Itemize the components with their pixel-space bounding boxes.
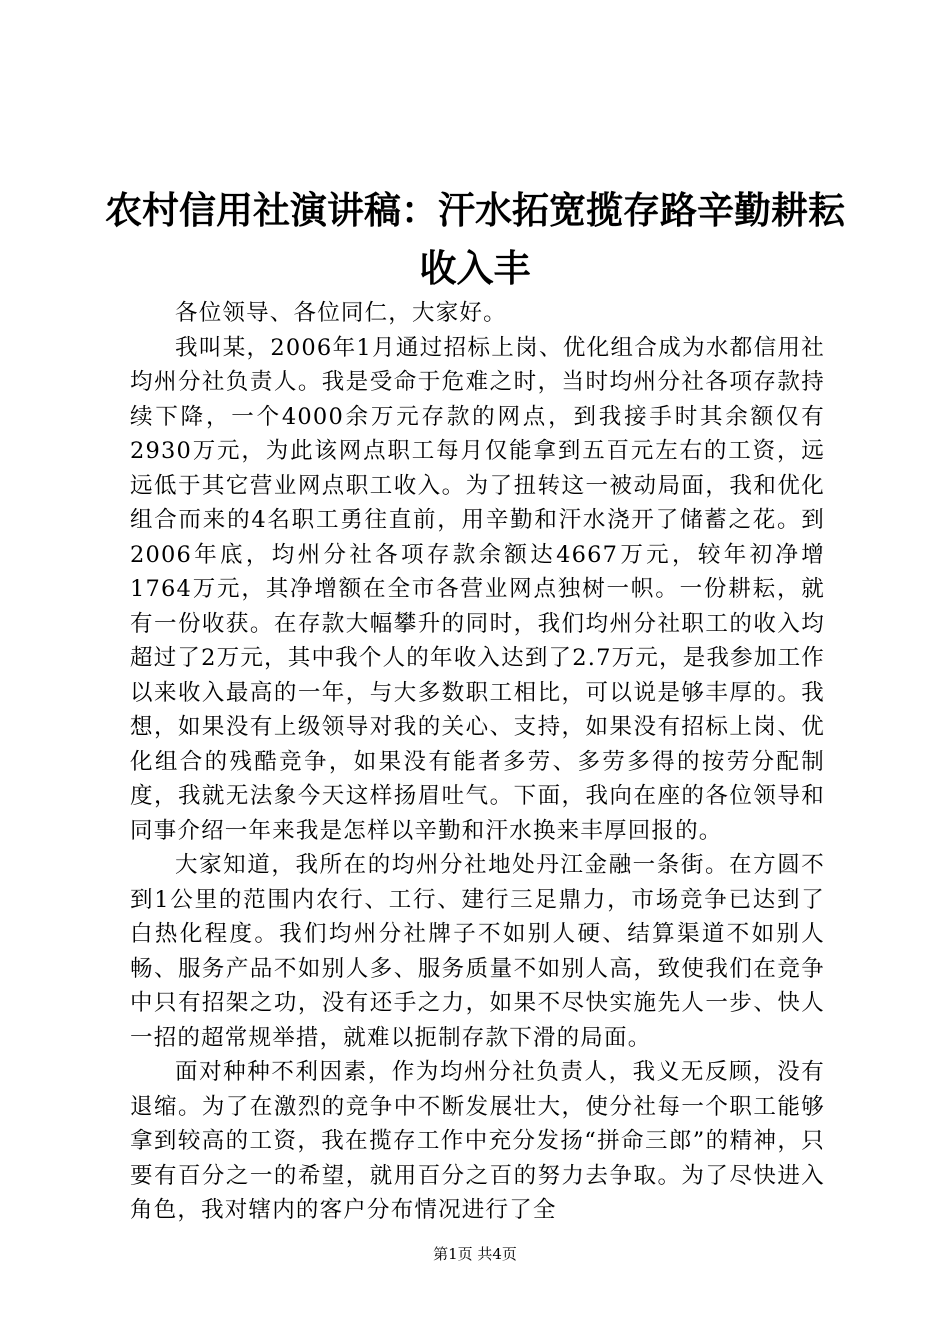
- paragraph-introduction: 我叫某，2006年1月通过招标上岗、优化组合成为水都信用社均州分社负责人。我是受命于危难之时，当时均州分社各项存款持续下降，一个4000余万元存款的网点，到我接手时其余额仅有2930万元，为此该网点职工每月仅能拿到五百元左右的工资，远远低于其它营业网点职工收入。为了扭转这一被动局面，我和优化组合而来的4名职工勇往直前，用辛勤和汗水浇开了储蓄之花。到2006年底，均州分社各项存款余额达4667万元，较年初净增1764万元，其净增额在全市各营业网点独树一帜。一份耕耘，就有一份收获。在存款大幅攀升的同时，我们均州分社职工的收入均超过了2万元，其中我个人的年收入达到了2.7万元，是我参加工作以来收入最高的一年，与大多数职工相比，可以说是够丰厚的。我想，如果没有上级领导对我的关心、支持，如果没有招标上岗、优化组合的残酷竞争，如果没有能者多劳、多劳多得的按劳分配制度，我就无法象今天这样扬眉吐气。下面，我向在座的各位领导和同事介绍一年来我是怎样以辛勤和汗水换来丰厚回报的。: [130, 334, 825, 844]
- paragraph-response: 面对种种不利因素，作为均州分社负责人，我义无反顾，没有退缩。为了在激烈的竞争中不断发展壮大，使分社每一个职工能够拿到较高的工资，我在揽存工作中充分发扬“拼命三郎”的精神，只要有百分之一的希望，就用百分之百的努力去争取。为了尽快进入角色，我对辖内的客户分布情况进行了全: [130, 1059, 825, 1223]
- paragraph-market-situation: 大家知道，我所在的均州分社地处丹江金融一条街。在方圆不到1公里的范围内农行、工行、建行三足鼎力，市场竞争已达到了白热化程度。我们均州分社牌子不如别人硬、结算渠道不如别人畅、服务产品不如别人多、服务质量不如别人高，致使我们在竞争中只有招架之功，没有还手之力，如果不尽快实施先人一步、快人一招的超常规举措，就难以扼制存款下滑的局面。: [130, 852, 825, 1051]
- paragraph-greeting: 各位领导、各位同仁，大家好。: [175, 300, 507, 326]
- document-title-line-1: 农村信用社演讲稿：汗水拓宽揽存路辛勤耕耘: [105, 189, 845, 232]
- document-body: [130, 296, 825, 1228]
- page-number-footer: 第1页 共4页: [433, 1245, 517, 1263]
- document-title-line-2: 收入丰: [419, 247, 531, 290]
